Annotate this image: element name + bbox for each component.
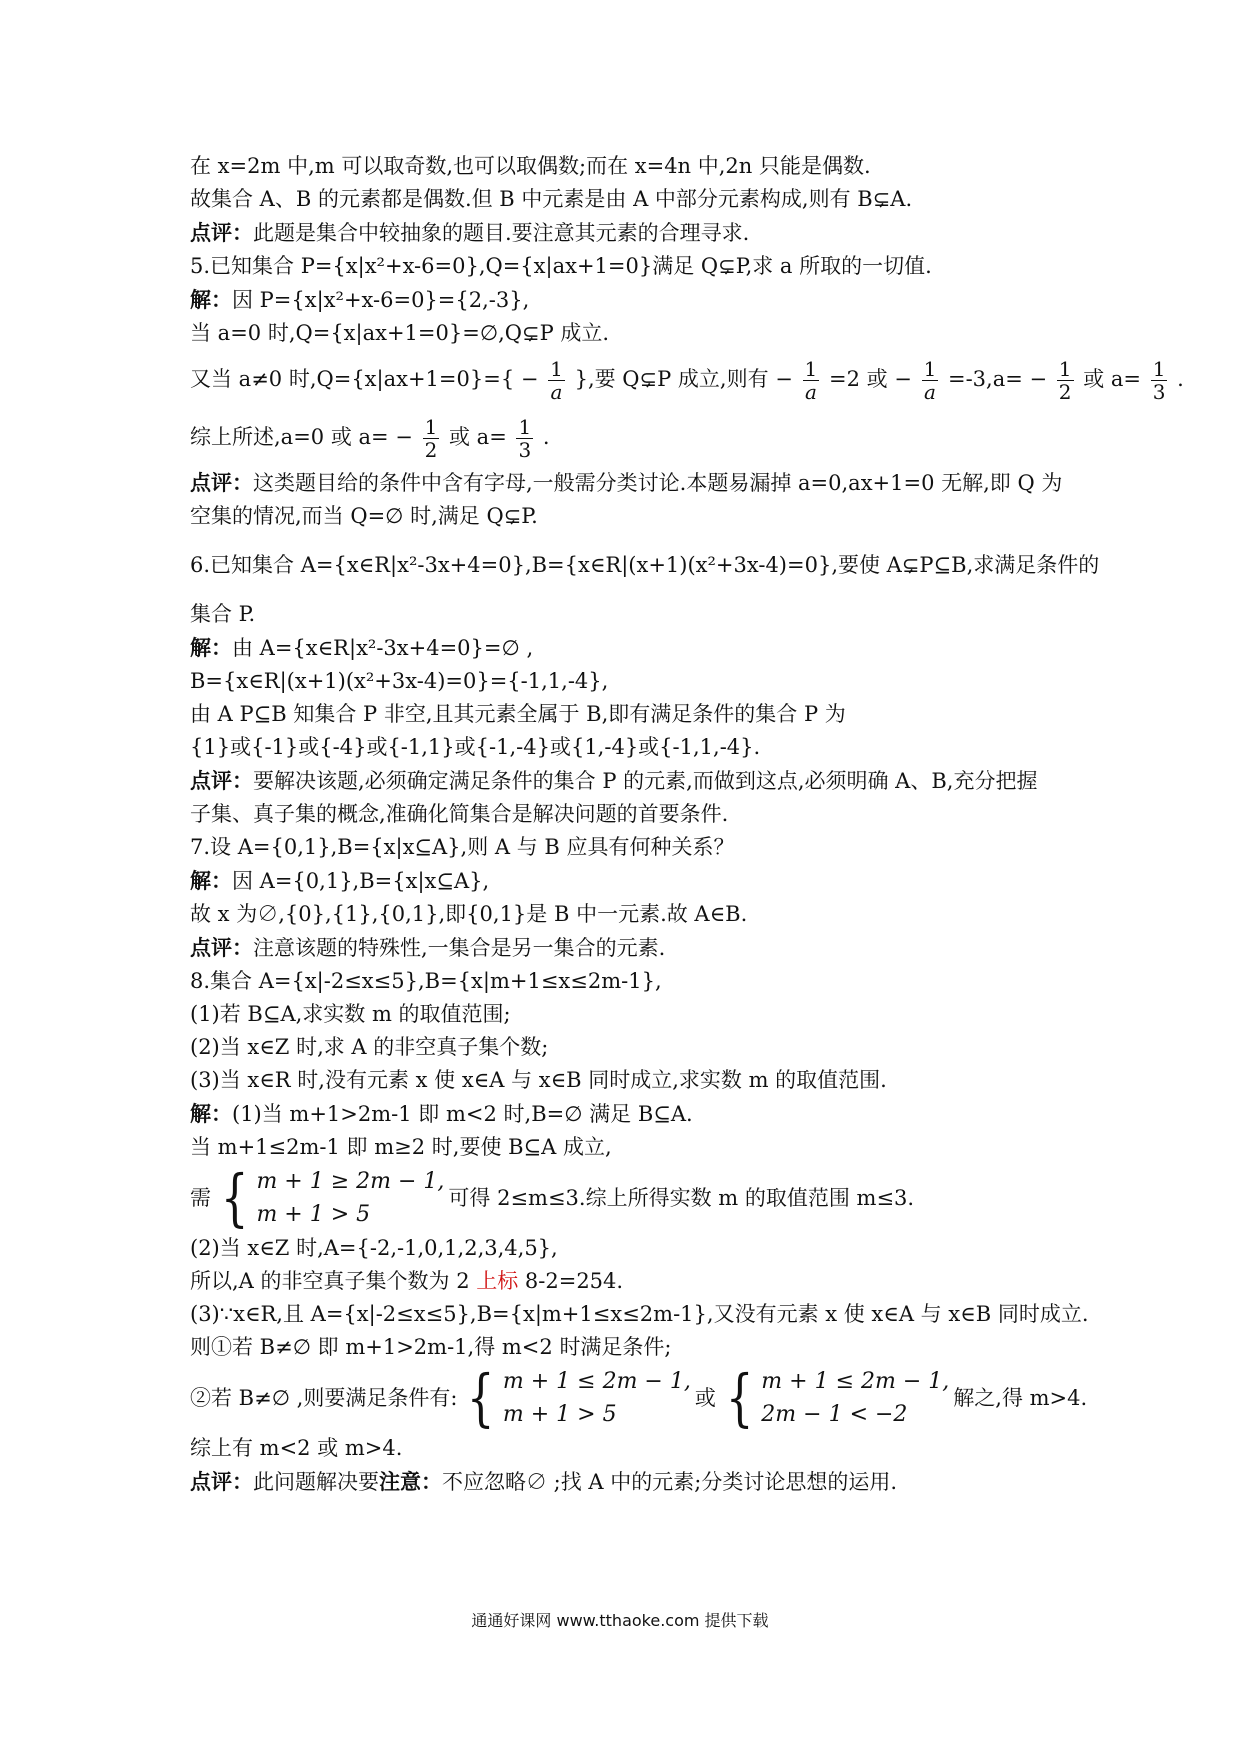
fraction-numerator: 1 bbox=[550, 357, 563, 381]
solution-text: (1)当 m+1>2m-1 即 m<2 时,B=∅ 满足 B⊆A. bbox=[232, 1102, 693, 1126]
text-line: (3)∵x∈R,且 A={x|-2≤x≤5},B={x|m+1≤x≤2m-1},又没有元素 x 使 x∈A 与 x∈B 同时成立. bbox=[190, 1302, 1089, 1326]
comment-text: 此问题解决要 bbox=[253, 1470, 379, 1494]
comment-text: 要解决该题,必须确定满足条件的集合 P 的元素,而做到这点,必须明确 A、B,充分把握 bbox=[253, 769, 1038, 793]
fraction-denominator: 3 bbox=[518, 438, 532, 462]
comment-text: 此题是集合中较抽象的题目.要注意其元素的合理寻求. bbox=[253, 221, 750, 245]
text-segment: 8-2=254. bbox=[518, 1269, 624, 1293]
solution-label: 解： bbox=[190, 287, 232, 312]
comment-text: 不应忽略∅ ;找 A 中的元素;分类讨论思想的运用. bbox=[442, 1470, 898, 1494]
fraction bbox=[548, 358, 565, 403]
text-line: (3)当 x∈R 时,没有元素 x 使 x∈A 与 x∈B 同时成立,求实数 m 的取值范围. bbox=[190, 1068, 887, 1092]
comment-line bbox=[190, 466, 1070, 500]
system-row: m + 1 ≤ 2m − 1, bbox=[761, 1369, 950, 1394]
fraction-numerator: 1 bbox=[1058, 357, 1072, 381]
equation-system bbox=[215, 1161, 445, 1234]
comment-label: 点评： bbox=[190, 1469, 253, 1494]
comment-line bbox=[190, 764, 1070, 798]
text-line: 故集合 A、B 的元素都是偶数.但 B 中元素是由 A 中部分元素构成,则有 B⊊A. bbox=[190, 187, 913, 211]
comment-label: 点评： bbox=[190, 220, 253, 245]
page-footer: 通通好课网 www.tthaoke.com 提供下载 bbox=[471, 1611, 769, 1630]
equation-system bbox=[461, 1361, 691, 1434]
fraction-denominator: 3 bbox=[1152, 380, 1166, 404]
comment-line bbox=[190, 1465, 1070, 1499]
text-segment: },要 Q⊊P 成立,则有 − bbox=[574, 367, 793, 391]
comment-label: 点评： bbox=[190, 935, 253, 960]
text-line: B={x∈R|(x+1)(x²+3x-4)=0}={-1,1,-4}, bbox=[190, 669, 609, 693]
text-line bbox=[190, 1265, 1070, 1298]
solution-label: 解： bbox=[190, 635, 232, 660]
red-annotation: 上标 bbox=[476, 1269, 519, 1293]
fraction-numerator: 1 bbox=[804, 357, 818, 381]
comment-text: 这类题目给的条件中含有字母,一般需分类讨论.本题易漏掉 a=0,ax+1=0 无解,即 Q 为 bbox=[253, 471, 1063, 495]
spacer bbox=[190, 582, 1070, 598]
comment-label: 点评： bbox=[190, 768, 253, 793]
text-line: (2)当 x∈Z 时,A={-2,-1,0,1,2,3,4,5}, bbox=[190, 1236, 558, 1260]
fraction-numerator: 1 bbox=[518, 415, 532, 439]
text-segment: . bbox=[542, 425, 550, 449]
system-row: m + 1 > 5 bbox=[502, 1402, 617, 1427]
problem-7-statement: 7.设 A={0,1},B={x|x⊆A},则 A 与 B 应具有何种关系？ bbox=[190, 835, 735, 859]
fraction bbox=[1057, 358, 1074, 403]
text-segment: 或 a= bbox=[449, 425, 507, 449]
fraction-denominator: a bbox=[804, 380, 817, 404]
text-line: 综上有 m<2 或 m>4. bbox=[190, 1436, 403, 1460]
text-segment: 或 a= bbox=[1083, 367, 1142, 391]
text-line: 当 m+1≤2m-1 即 m≥2 时,要使 B⊆A 成立, bbox=[190, 1135, 612, 1159]
text-segment: 综上所述,a=0 或 a= − bbox=[190, 425, 413, 449]
problem-5-statement: 5.已知集合 P={x|x²+x-6=0},Q={x|ax+1=0}满足 Q⊊P,求 a 所取的一切值. bbox=[190, 254, 932, 278]
solution-label: 解： bbox=[190, 1101, 232, 1126]
text-line: 空集的情况,而当 Q=∅ 时,满足 Q⊊P. bbox=[190, 504, 538, 528]
fraction-numerator: 1 bbox=[424, 415, 438, 439]
fraction-denominator: a bbox=[923, 380, 936, 404]
text-segment: 或 bbox=[694, 1385, 716, 1410]
text-line: 集合 P. bbox=[190, 602, 256, 626]
emphasis-text: 注意： bbox=[379, 1469, 442, 1494]
problem-6-statement: 6.已知集合 A={x∈R|x²-3x+4=0},B={x∈R|(x+1)(x²+3x-4)=0},要使 A⊊P⊆B,求满足条件的 bbox=[190, 553, 1100, 577]
text-segment: 可得 2≤m≤3.综上所得实数 m 的取值范围 m≤3. bbox=[448, 1185, 915, 1210]
solution-label: 解： bbox=[190, 868, 232, 893]
text-segment: =-3,a= − bbox=[947, 367, 1048, 391]
document-body bbox=[190, 150, 1184, 1499]
problem-8-statement: 8.集合 A={x|-2≤x≤5},B={x|m+1≤x≤2m-1}, bbox=[190, 969, 662, 993]
text-segment: 所以,A 的非空真子集个数为 2 bbox=[190, 1269, 477, 1293]
text-segment: 需 bbox=[190, 1185, 211, 1210]
fraction-line bbox=[190, 350, 1184, 408]
fraction-numerator: 1 bbox=[923, 357, 937, 381]
comment-text: 注意该题的特殊性,一集合是另一集合的元素. bbox=[253, 936, 666, 960]
solution-line bbox=[190, 1097, 1070, 1131]
system-line bbox=[190, 1361, 1088, 1434]
text-line: (2)当 x∈Z 时,求 A 的非空真子集个数; bbox=[190, 1035, 549, 1059]
equation-system bbox=[720, 1361, 950, 1434]
fraction bbox=[516, 416, 533, 461]
brace-icon: { bbox=[725, 1361, 754, 1434]
solution-text: 因 A={0,1},B={x|x⊆A}, bbox=[232, 869, 490, 893]
comment-line bbox=[190, 931, 1070, 965]
spacer bbox=[190, 533, 1070, 549]
text-segment: ②若 B≠∅ ,则要满足条件有: bbox=[190, 1385, 458, 1410]
fraction-numerator: 1 bbox=[1152, 357, 1166, 381]
brace-icon: { bbox=[220, 1161, 249, 1234]
fraction bbox=[922, 358, 939, 403]
solution-text: 由 A={x∈R|x²-3x+4=0}=∅ , bbox=[232, 636, 534, 660]
solution-line bbox=[190, 864, 1070, 898]
text-segment: . bbox=[1177, 367, 1184, 391]
text-segment: 又当 a≠0 时,Q={x|ax+1=0}={ − bbox=[190, 367, 539, 391]
text-line: 则①若 B≠∅ 即 m+1>2m-1,得 m<2 时满足条件; bbox=[190, 1335, 672, 1359]
brace-icon: { bbox=[467, 1361, 495, 1434]
fraction-denominator: 2 bbox=[424, 438, 438, 462]
solution-line bbox=[190, 283, 1070, 317]
text-segment: =2 或 − bbox=[828, 367, 912, 391]
comment-label: 点评： bbox=[190, 470, 253, 495]
text-line: {1}或{-1}或{-4}或{-1,1}或{-1,-4}或{1,-4}或{-1,1,-4}. bbox=[190, 735, 761, 759]
fraction-denominator: 2 bbox=[1058, 380, 1072, 404]
system-row: 2m − 1 < −2 bbox=[761, 1402, 908, 1427]
solution-text: 因 P={x|x²+x-6=0}={2,-3}, bbox=[232, 288, 530, 312]
fraction-denominator: a bbox=[550, 380, 563, 404]
system-lines bbox=[256, 1165, 444, 1231]
solution-line bbox=[190, 631, 1070, 665]
text-line: 由 A P⊆B 知集合 P 非空,且其元素全属于 B,即有满足条件的集合 P 为 bbox=[190, 702, 846, 726]
text-line: 故 x 为∅,{0},{1},{0,1},即{0,1}是 B 中一元素.故 A∈B. bbox=[190, 902, 748, 926]
text-line: (1)若 B⊆A,求实数 m 的取值范围; bbox=[190, 1002, 511, 1026]
text-line: 当 a=0 时,Q={x|ax+1=0}=∅,Q⊊P 成立. bbox=[190, 321, 610, 345]
comment-line bbox=[190, 216, 1070, 250]
system-row: m + 1 ≤ 2m − 1, bbox=[502, 1369, 691, 1394]
fraction bbox=[803, 358, 820, 403]
text-segment: 解之,得 m>4. bbox=[953, 1385, 1088, 1410]
fraction-line bbox=[190, 408, 1070, 466]
fraction bbox=[1151, 358, 1168, 403]
text-line: 子集、真子集的概念,准确化简集合是解决问题的首要条件. bbox=[190, 802, 729, 826]
system-lines bbox=[761, 1365, 949, 1431]
system-lines bbox=[503, 1365, 691, 1431]
system-row: m + 1 > 5 bbox=[256, 1202, 371, 1227]
system-line bbox=[190, 1161, 1070, 1234]
fraction bbox=[423, 416, 440, 461]
text-line: 在 x=2m 中,m 可以取奇数,也可以取偶数;而在 x=4n 中,2n 只能是偶数. bbox=[190, 154, 871, 178]
system-row: m + 1 ≥ 2m − 1, bbox=[256, 1169, 445, 1194]
